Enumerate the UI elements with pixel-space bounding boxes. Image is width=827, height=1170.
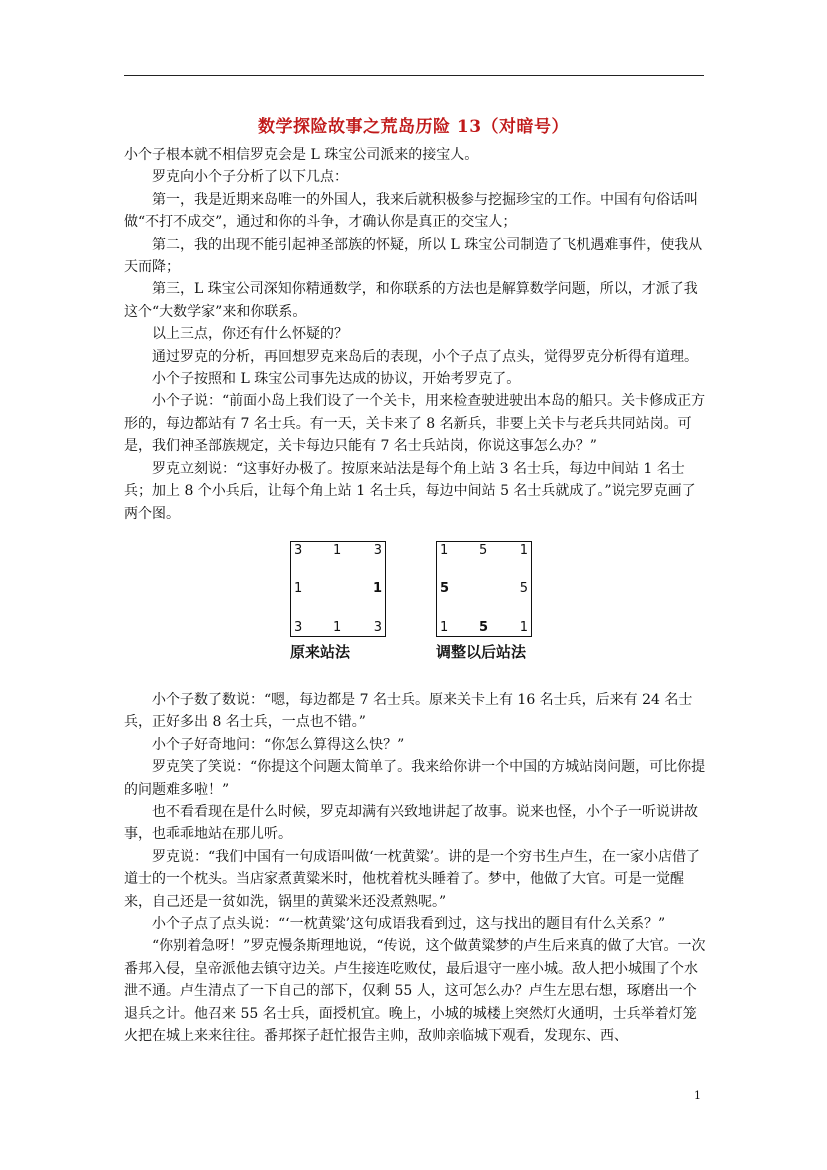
page-title: 数学探险故事之荒岛历险 13（对暗号） — [257, 117, 570, 137]
edge-label: 1 — [372, 580, 382, 596]
paragraphs-after — [124, 689, 708, 1048]
paragraph: 第二，我的出现不能引起神圣部族的怀疑，所以 L 珠宝公司制造了飞机遇难事件，使我从天而降； — [124, 236, 703, 276]
corner-label: 3 — [373, 542, 382, 558]
edge-label: 5 — [479, 619, 489, 635]
corner-label: 3 — [294, 619, 303, 635]
corner-label: 3 — [294, 542, 303, 558]
soldier-diagrams — [124, 531, 708, 683]
page-number: 1 — [694, 1089, 701, 1102]
figure-adjusted-square — [436, 541, 532, 637]
paragraph: “你别着急呀！”罗克慢条斯理地说，“传说，这个做黄粱梦的卢生后来真的做了大官。一次番邦入侵，皇帝派他去镇守边关。卢生接连吃败仗，最后退守一座小城。敌人把小城围了个水泄不通。卢生清点了一下自己的部下，仅剩 55 人，这可怎么办？卢生左思右想，琢磨出一个退兵之计。他召来 55 名士兵，面授机宜。晚上，小城的城楼上突然灯火通明，士兵举着灯笼火把在城上来来往往。番邦探子赶忙报告主帅，敌帅亲临城下观看，发现东、西、 — [124, 938, 706, 1044]
edge-label: 1 — [333, 542, 342, 558]
edge-label: 5 — [519, 580, 528, 596]
corner-label: 1 — [440, 619, 449, 635]
corner-label: 1 — [440, 542, 449, 558]
corner-label: 3 — [373, 619, 382, 635]
corner-label: 1 — [519, 619, 528, 635]
paragraph: 小个子说：“前面小岛上我们设了一个关卡，用来检查驶进驶出本岛的船只。关卡修成正方形的，每边都站有 7 名士兵。有一天，关卡来了 8 名新兵，非要上关卡与老兵共同站岗。可是，我们神圣部族规定，关卡每边只能有 7 名士兵站岗，你说这事怎么办？” — [124, 393, 706, 455]
paragraph: 第一，我是近期来岛唯一的外国人，我来后就积极参与挖掘珍宝的工作。中国有句俗话叫做“不打不成交”，通过和你的斗争，才确认你是真正的交宝人； — [124, 191, 698, 231]
corner-label: 1 — [519, 542, 528, 558]
paragraph: 小个子数了数说：“嗯，每边都是 7 名士兵。原来关卡上有 16 名士兵，后来有 24 名士兵，正好多出 8 名士兵，一点也不错。” — [124, 691, 693, 731]
paragraph: 罗克笑了笑说：“你提这个问题太简单了。我来给你讲一个中国的方城站岗问题，可比你提的问题难多啦！” — [124, 759, 706, 798]
paragraph: 第三，L 珠宝公司深知你精通数学，和你联系的方法也是解算数学问题，所以，才派了我这个“大数学家”来和你联系。 — [124, 281, 698, 320]
document-body — [124, 144, 708, 1047]
paragraph: 以上三点，你还有什么怀疑的？ — [152, 326, 348, 343]
header-rule — [124, 75, 704, 76]
paragraph: 小个子根本就不相信罗克会是 L 珠宝公司派来的接宝人。 — [124, 147, 479, 163]
paragraphs-before — [124, 144, 708, 525]
figure-original-caption: 原来站法 — [290, 642, 351, 661]
paragraph: 小个子按照和 L 珠宝公司事先达成的协议，开始考罗克了。 — [152, 371, 521, 388]
figure-original-square — [290, 541, 386, 637]
edge-label: 5 — [440, 580, 450, 596]
edge-label: 1 — [333, 619, 342, 635]
paragraph: 小个子点了点头说：“‘一枕黄粱’这句成语我看到过，这与找出的题目有什么关系？” — [152, 915, 666, 932]
paragraph: 罗克向小个子分析了以下几点： — [152, 169, 348, 186]
figure-adjusted-caption: 调整以后站法 — [436, 642, 527, 661]
paragraph: 小个子好奇地问：“你怎么算得这么快？” — [152, 736, 405, 753]
edge-label: 1 — [294, 580, 303, 596]
paragraph: 罗克说：“我们中国有一句成语叫做‘一枕黄粱’。讲的是一个穷书生卢生，在一家小店借了道士的一个枕头。当店家煮黄粱米时，他枕着枕头睡着了。梦中，他做了大官。可是一觉醒来，自己还是一贫如洗，锅里的黄粱米还没煮熟呢。” — [124, 848, 701, 910]
paragraph: 罗克立刻说：“这事好办极了。按原来站法是每个角上站 3 名士兵，每边中间站 1 名士兵；加上 8 个小兵后，让每个角上站 1 名士兵，每边中间站 5 名士兵就成了。”说完罗克画了两个图。 — [124, 460, 696, 522]
edge-label: 5 — [479, 542, 488, 558]
paragraph: 通过罗克的分析，再回想罗克来岛后的表现，小个子点了点头，觉得罗克分析得有道理。 — [152, 348, 698, 365]
paragraph: 也不看看现在是什么时候，罗克却满有兴致地讲起了故事。说来也怪，小个子一听说讲故事，也乖乖地站在那儿听。 — [124, 803, 698, 843]
